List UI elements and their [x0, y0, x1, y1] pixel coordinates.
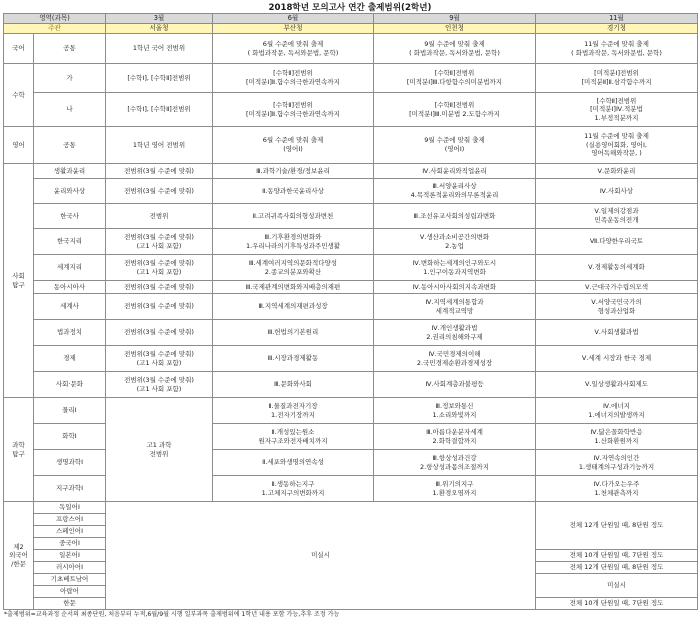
subject-cell: 지구과학Ⅰ: [34, 476, 106, 502]
range-cell: Ⅴ.생산과소비공간의변화 2.농업: [374, 229, 536, 255]
subject-cell: 세계지리: [34, 255, 106, 281]
host-row: [4, 24, 698, 34]
range-cell: Ⅲ.아름다운분자세계 2.화학결합까지: [374, 424, 536, 450]
table-row: [4, 255, 698, 281]
subject-cell: 아랍어: [34, 586, 106, 598]
subject-cell: 세계사: [34, 294, 106, 320]
subject-cell: 독일어Ⅰ: [34, 502, 106, 514]
range-cell: Ⅳ.지역세계의통합과 세계적교역망: [374, 294, 536, 320]
subject-cell: 경제: [34, 346, 106, 372]
host-incheon: 인천청: [374, 24, 536, 34]
subject-cell: 물리Ⅰ: [34, 398, 106, 424]
header-month-11: 11월: [536, 14, 698, 24]
subject-cell: 윤리와사상: [34, 179, 106, 204]
header-row: [4, 14, 698, 24]
header-month-9: 9월: [374, 14, 536, 24]
range-cell: Ⅴ.근대국가수립의모색: [536, 281, 698, 294]
range-cell: 11월 수준에 맞춰 출제 (실용영어회화, 영어Ⅰ, 영어독해와작문, ): [536, 127, 698, 164]
subject-cell: 동아시아사: [34, 281, 106, 294]
range-cell: Ⅲ.조선유교사회의성립과변화: [374, 204, 536, 229]
range-cell: 6월 수준에 맞춰 출제 ( 화법과작문, 독서와문법, 문학): [213, 34, 374, 64]
range-cell: 전체 10개 단원일 때, 7단원 정도: [536, 550, 698, 562]
exam-range-table: [3, 13, 698, 610]
range-cell: 고1 과학 전범위: [106, 398, 213, 502]
subject-cell: 한국사: [34, 204, 106, 229]
area-foreign: 제2 외국어 /한문: [4, 502, 34, 610]
range-cell: Ⅲ.지역세계의재편과성장: [213, 294, 374, 320]
subject-cell: 중국어Ⅰ: [34, 538, 106, 550]
host-label: 주관: [4, 24, 106, 34]
range-cell: Ⅴ.일제의강점과 민족운동의전개: [536, 204, 698, 229]
range-cell: Ⅲ.세계여러지역의문화적다양성 2.종교의분포와확산: [213, 255, 374, 281]
range-cell: Ⅲ.문화와사회: [213, 372, 374, 398]
range-cell: 전체 10개 단원일 때, 7단원 정도: [536, 598, 698, 610]
subject-cell: 사회·문화: [34, 372, 106, 398]
range-cell: 전범위(3월 수준에 맞춰): [106, 164, 213, 179]
range-cell: Ⅲ.시장과경제활동: [213, 346, 374, 372]
table-row: [4, 320, 698, 346]
range-cell: 전범위(3월 수준에 맞춰) (고1 사회 포함): [106, 346, 213, 372]
math-ga-row: [4, 64, 698, 93]
range-cell: 미실시: [536, 574, 698, 598]
subject-cell: 가: [34, 64, 106, 93]
range-cell: Ⅳ.다가오는우주 1.천체관측까지: [536, 476, 698, 502]
english-row: [4, 127, 698, 164]
range-cell: [수학Ⅰ], [수학Ⅱ]전범위: [106, 93, 213, 127]
range-cell: Ⅲ.서양윤리사상 4.목적론적윤리와의무론적윤리: [374, 179, 536, 204]
range-cell: Ⅳ.국민경제의이해 2.국민경제순환과경제성장: [374, 346, 536, 372]
table-row: [4, 204, 698, 229]
range-cell: 전범위(3월 수준에 맞춰) (고1 사회 포함): [106, 229, 213, 255]
range-cell: 6월 수준에 맞춰 출제 (영어Ⅰ): [213, 127, 374, 164]
table-row: [4, 281, 698, 294]
footnote: *출제범위=교육과정 순서의 최종단원, 처음부터 누적,6월/9월 시행 일부과목 출제범위에 1학년 내용 포함 가능,추후 조정 가능: [4, 611, 340, 618]
range-cell: Ⅳ.닮은꼴화학반응 1.산화환원까지: [536, 424, 698, 450]
range-cell: 1학년 영어 전범위: [106, 127, 213, 164]
range-cell: Ⅲ.국제관계의변화와지배층의재편: [213, 281, 374, 294]
range-cell: Ⅱ.물질과전자기장 1.전자기장까지: [213, 398, 374, 424]
range-cell: Ⅱ.생동하는지구 1.고체지구의변화까지: [213, 476, 374, 502]
subject-cell: 화학Ⅰ: [34, 424, 106, 450]
header-area: 영역(과목): [4, 14, 106, 24]
range-cell: [수학Ⅱ]전범위 [미적분Ⅰ]Ⅱ.함수의극한과연속까지: [213, 93, 374, 127]
subject-cell: 나: [34, 93, 106, 127]
range-cell: Ⅱ.동양과한국윤리사상: [213, 179, 374, 204]
range-cell: Ⅱ.세포와생명의연속성: [213, 450, 374, 476]
range-cell: 9월 수준에 맞춰 출제 (영어Ⅰ): [374, 127, 536, 164]
area-math: 수학: [4, 64, 34, 127]
subject-cell: 공통: [34, 34, 106, 64]
table-row: [4, 398, 698, 424]
subject-cell: 법과정치: [34, 320, 106, 346]
subject-cell: 기초베트남어: [34, 574, 106, 586]
range-cell: Ⅶ.다양한우리국토: [536, 229, 698, 255]
area-social: 사회 탐구: [4, 164, 34, 398]
subject-cell: 생명과학Ⅰ: [34, 450, 106, 476]
range-cell: 11월 수준에 맞춰 출제 ( 화법과작문, 독서와문법, 문학): [536, 34, 698, 64]
host-busan: 부산청: [213, 24, 374, 34]
area-english: 영어: [4, 127, 34, 164]
range-cell: 미실시: [106, 502, 536, 610]
range-cell: Ⅴ.문화와윤리: [536, 164, 698, 179]
range-cell: Ⅳ.사회윤리와직업윤리: [374, 164, 536, 179]
range-cell: Ⅴ.서양국민국가의 형성과산업화: [536, 294, 698, 320]
range-cell: Ⅲ.정보와통신 1.소리와빛까지: [374, 398, 536, 424]
table-row: [4, 164, 698, 179]
range-cell: 전범위(3월 수준에 맞춰) (고1 사회 포함): [106, 255, 213, 281]
range-cell: 전범위(3월 수준에 맞춰) (고1 사회 포함): [106, 372, 213, 398]
range-cell: Ⅲ.기후환경의변화와 1.우리나라의기후특성과주민생활: [213, 229, 374, 255]
table-row: [4, 372, 698, 398]
header-month-3: 3월: [106, 14, 213, 24]
range-cell: 9월 수준에 맞춰 출제 ( 화법과작문, 독서와문법, 문학): [374, 34, 536, 64]
host-gyeonggi: 경기청: [536, 24, 698, 34]
table-row: [4, 346, 698, 372]
range-cell: [수학Ⅰ], [수학Ⅱ]전범위: [106, 64, 213, 93]
table-row: [4, 179, 698, 204]
table-row: [4, 502, 698, 514]
page-title: 2018학년 모의고사 연간 출제범위(2학년): [268, 3, 432, 13]
range-cell: Ⅱ.고려귀족사회의형성과변천: [213, 204, 374, 229]
subject-cell: 일본어Ⅰ: [34, 550, 106, 562]
range-cell: 1학년 국어 전범위: [106, 34, 213, 64]
range-cell: 전범위(3월 수준에 맞춰): [106, 281, 213, 294]
range-cell: Ⅴ.일상생활과사회제도: [536, 372, 698, 398]
range-cell: Ⅲ.헌법의기본원리: [213, 320, 374, 346]
range-cell: [미적분Ⅰ]전범위 [미적분Ⅱ]Ⅱ.삼각함수까지: [536, 64, 698, 93]
range-cell: Ⅲ.위기의지구 1.환경오염까지: [374, 476, 536, 502]
range-cell: [수학Ⅱ]전범위 [미적분Ⅰ]Ⅲ.미분법 2.도함수까지: [374, 93, 536, 127]
range-cell: 전범위: [106, 204, 213, 229]
range-cell: Ⅲ.과학기술/환경/정보윤리: [213, 164, 374, 179]
range-cell: Ⅴ.세계 시장과 한국 경제: [536, 346, 698, 372]
subject-cell: 생활과윤리: [34, 164, 106, 179]
range-cell: Ⅱ.개성있는원소 원자구조와전자배치까지: [213, 424, 374, 450]
host-seoul: 서울청: [106, 24, 213, 34]
range-cell: Ⅳ.사회사상: [536, 179, 698, 204]
math-na-row: [4, 93, 698, 127]
range-cell: Ⅲ.항상성과건강 2.항상성과몸의조절까지: [374, 450, 536, 476]
range-cell: [수학Ⅱ]전범위 [미적분Ⅰ]Ⅳ.적분법 1.부정적분까지: [536, 93, 698, 127]
area-korean: 국어: [4, 34, 34, 64]
range-cell: Ⅳ.사회계층과불평등: [374, 372, 536, 398]
range-cell: Ⅳ.개인생활과법 2.권리의침해와구제: [374, 320, 536, 346]
range-cell: Ⅳ.자연속의인간 1.생태계의구성과기능까지: [536, 450, 698, 476]
subject-cell: 공통: [34, 127, 106, 164]
subject-cell: 한국지리: [34, 229, 106, 255]
range-cell: Ⅴ.경제활동의세계화: [536, 255, 698, 281]
subject-cell: 러시아어Ⅰ: [34, 562, 106, 574]
korean-row: [4, 34, 698, 64]
range-cell: 전체 12개 단원일 때, 8단원 정도: [536, 562, 698, 574]
range-cell: 전체 12개 단원일 때, 8단원 정도: [536, 502, 698, 550]
range-cell: 전범위(3월 수준에 맞춰): [106, 294, 213, 320]
header-month-6: 6월: [213, 14, 374, 24]
range-cell: 전범위(3월 수준에 맞춰): [106, 179, 213, 204]
subject-cell: 프랑스어Ⅰ: [34, 514, 106, 526]
range-cell: 전범위(3월 수준에 맞춰): [106, 320, 213, 346]
subject-cell: 스페인어Ⅰ: [34, 526, 106, 538]
table-row: [4, 229, 698, 255]
area-science: 과학 탐구: [4, 398, 34, 502]
range-cell: Ⅴ.사회생활과법: [536, 320, 698, 346]
range-cell: Ⅳ.에너지 1.에너지의발생까지: [536, 398, 698, 424]
range-cell: Ⅳ.변화하는세계의인구와도시 1.인구이동과지역변화: [374, 255, 536, 281]
range-cell: [수학Ⅱ]전범위 [미적분Ⅰ]Ⅲ.다항함수의미분법까지: [374, 64, 536, 93]
range-cell: Ⅳ.동아시아사회의지속과변화: [374, 281, 536, 294]
range-cell: [수학Ⅱ]전범위 [미적분Ⅰ]Ⅱ.함수의극한과연속까지: [213, 64, 374, 93]
table-row: [4, 294, 698, 320]
subject-cell: 한문: [34, 598, 106, 610]
